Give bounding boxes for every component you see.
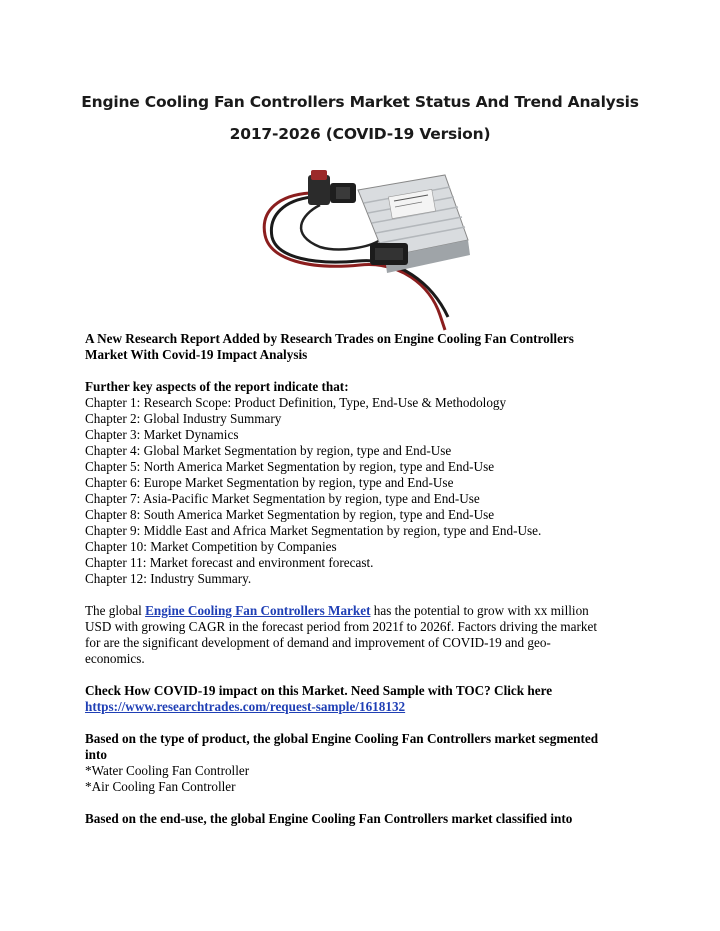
global-para-line-4: economics.	[85, 651, 145, 666]
product-type-heading-line-2: into	[85, 747, 107, 762]
chapter-item: Chapter 5: North America Market Segmentation by region, type and End-Use	[85, 459, 495, 474]
market-link[interactable]: Engine Cooling Fan Controllers Market	[145, 603, 371, 618]
chapter-item: Chapter 10: Market Competition by Companies	[85, 539, 337, 554]
global-para-suffix: has the potential to grow with xx million	[370, 603, 589, 618]
title-line-1: Engine Cooling Fan Controllers Market Status And Trend Analysis	[81, 93, 639, 111]
global-para-prefix: The global	[85, 603, 146, 618]
global-market-paragraph	[85, 603, 645, 619]
chapter-item: Chapter 3: Market Dynamics	[85, 427, 239, 442]
global-para-line-3: for are the significant development of demand and improvement of COVID-19 and geo-	[85, 635, 551, 650]
key-aspects-heading: Further key aspects of the report indicate that:	[85, 379, 349, 394]
global-para-line-2: USD with growing CAGR in the forecast period from 2021f to 2026f. Factors driving the market	[85, 619, 598, 634]
sample-url-link[interactable]: https://www.researchtrades.com/request-sample/1618132	[85, 699, 406, 714]
chapter-item: Chapter 7: Asia-Pacific Market Segmentation by region, type and End-Use	[85, 491, 480, 506]
document-body	[85, 331, 645, 827]
sample-prompt: Check How COVID-19 impact on this Market. Need Sample with TOC? Click here	[85, 683, 553, 698]
intro-line-2: Market With Covid-19 Impact Analysis	[85, 347, 308, 362]
product-type-heading-line-1: Based on the type of product, the global Engine Cooling Fan Controllers market segmented	[85, 731, 599, 746]
chapter-item: Chapter 8: South America Market Segmentation by region, type and End-Use	[85, 507, 495, 522]
chapter-item: Chapter 11: Market forecast and environment forecast.	[85, 555, 374, 570]
chapter-item: Chapter 9: Middle East and Africa Market Segmentation by region, type and End-Use.	[85, 523, 542, 538]
product-type-item: *Air Cooling Fan Controller	[85, 779, 236, 794]
product-type-item: *Water Cooling Fan Controller	[85, 763, 250, 778]
fan-controller-product-image	[240, 165, 480, 335]
chapter-item: Chapter 4: Global Market Segmentation by region, type and End-Use	[85, 443, 452, 458]
title-line-2: 2017-2026 (COVID-19 Version)	[229, 125, 491, 143]
chapter-item: Chapter 6: Europe Market Segmentation by region, type and End-Use	[85, 475, 454, 490]
document-title	[60, 86, 660, 150]
chapter-item: Chapter 2: Global Industry Summary	[85, 411, 282, 426]
end-use-heading: Based on the end-use, the global Engine Cooling Fan Controllers market classified into	[85, 811, 573, 826]
chapter-item: Chapter 12: Industry Summary.	[85, 571, 252, 586]
chapter-item: Chapter 1: Research Scope: Product Definition, Type, End-Use & Methodology	[85, 395, 507, 410]
intro-line-1: A New Research Report Added by Research Trades on Engine Cooling Fan Controllers	[85, 331, 574, 346]
